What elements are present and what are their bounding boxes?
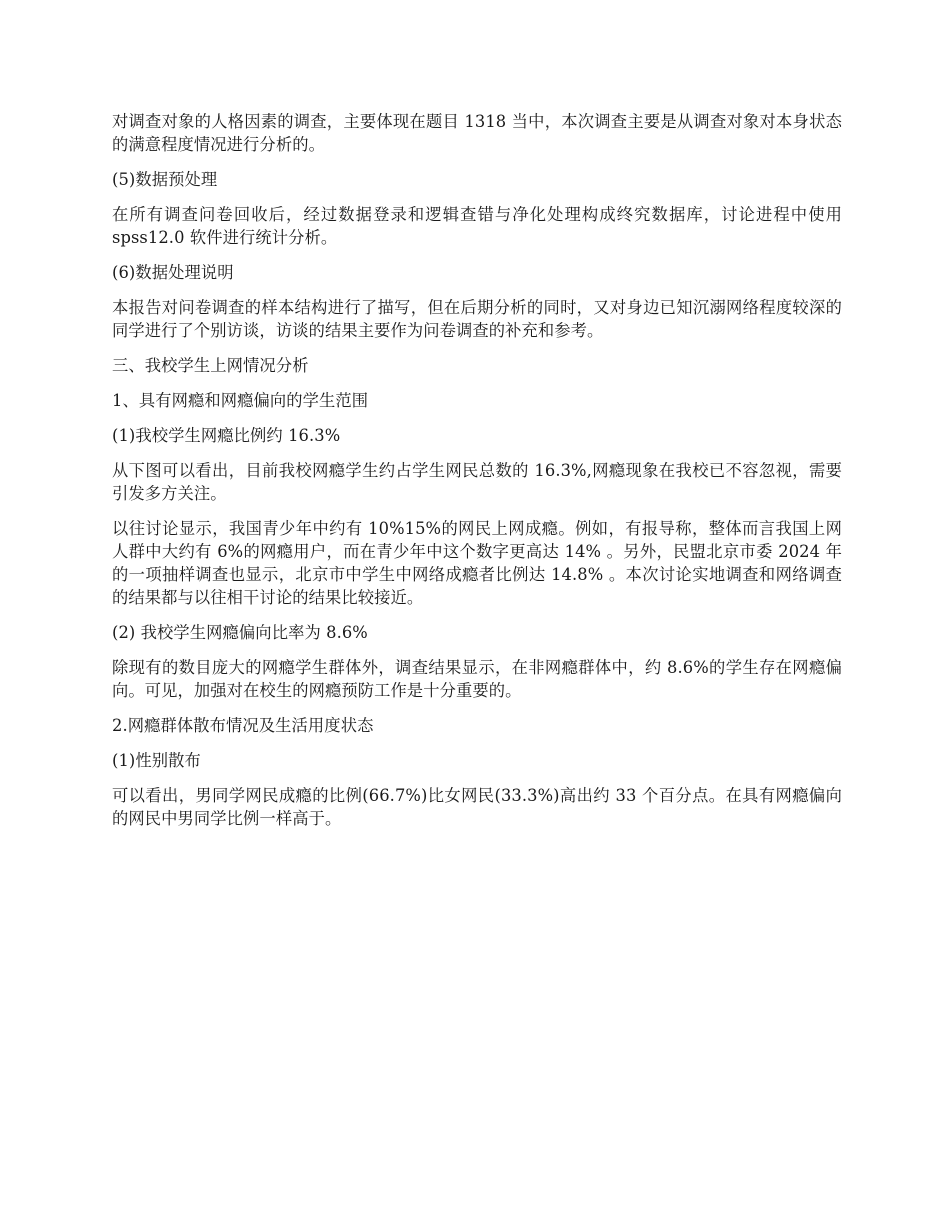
paragraph-data-processing-notes: 本报告对问卷调查的样本结构进行了描写，但在后期分析的同时，又对身边已知沉溺网络程度较深的同学进行了个别访谈，访谈的结果主要作为问卷调查的补充和参考。 — [112, 298, 842, 340]
paragraph-prior-research: 以往讨论显示，我国青少年中约有 10%15%的网民上网成瘾。例如，有报导称，整体而言我国上网人群中大约有 6%的网瘾用户，而在青少年中这个数字更高达 14% 。另外，民盟北京市委 2024 年的一项抽样调查也显示，北京市中学生中网络成瘾者比例达 14.8% 。本次讨论实地调查和网络调查的结果都与以往相干讨论的结果比较接近。 — [112, 519, 842, 607]
paragraph-personality-survey: 对调查对象的人格因素的调查，主要体现在题目 1318 当中，本次调查主要是从调查对象对本身状态的满意程度情况进行分析的。 — [112, 112, 842, 154]
heading-data-preprocessing: (5)数据预处理 — [112, 170, 218, 189]
heading-data-processing-notes: (6)数据处理说明 — [112, 263, 234, 282]
document-page — [112, 110, 842, 842]
paragraph-data-preprocessing: 在所有调查问卷回收后，经过数据登录和逻辑查错与净化处理构成终究数据库，讨论进程中使用 spss12.0 软件进行统计分析。 — [112, 205, 842, 247]
paragraph-addiction-rate: 从下图可以看出，目前我校网瘾学生约占学生网民总数的 16.3%,网瘾现象在我校已不容忽视，需要引发多方关注。 — [112, 461, 842, 503]
paragraph-gender-distribution: 可以看出，男同学网民成瘾的比例(66.7%)比女网民(33.3%)高出约 33 个百分点。在具有网瘾偏向的网民中男同学比例一样高于。 — [112, 786, 842, 828]
subheading-group-distribution: 2.网瘾群体散布情况及生活用度状态 — [112, 716, 374, 735]
subheading-addiction-range: 1、具有网瘾和网瘾偏向的学生范围 — [112, 391, 369, 410]
section-heading-internet-usage: 三、我校学生上网情况分析 — [112, 356, 309, 375]
heading-gender-distribution: (1)性别散布 — [112, 751, 201, 770]
heading-tendency-rate: (2) 我校学生网瘾偏向比率为 8.6% — [112, 623, 368, 642]
paragraph-tendency-rate: 除现有的数目庞大的网瘾学生群体外，调查结果显示，在非网瘾群体中，约 8.6%的学生存在网瘾偏向。可见，加强对在校生的网瘾预防工作是十分重要的。 — [112, 658, 842, 700]
heading-addiction-rate: (1)我校学生网瘾比例约 16.3% — [112, 426, 341, 445]
